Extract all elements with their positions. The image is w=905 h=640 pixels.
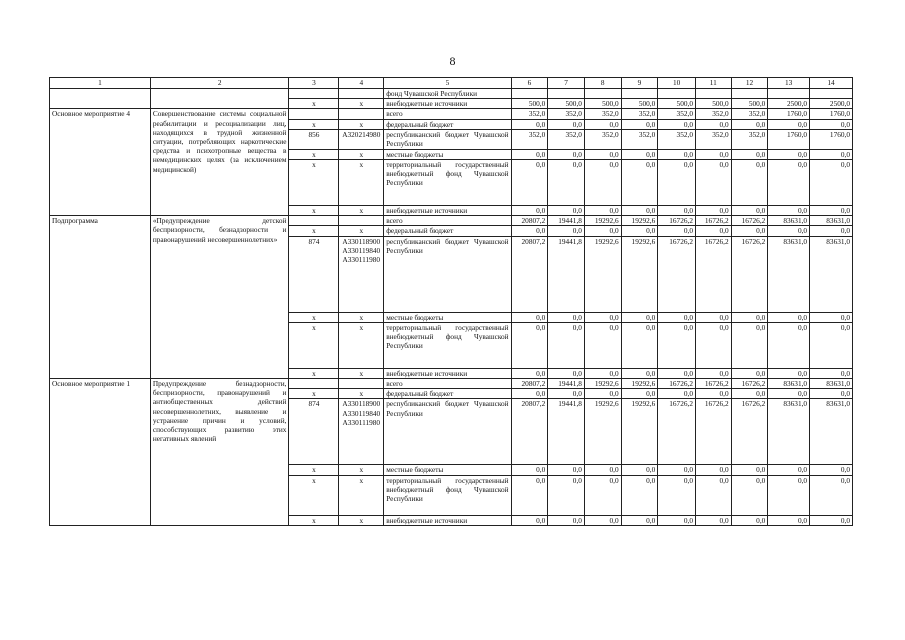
value-cell: 16726,2 xyxy=(658,236,696,312)
value-cell: 0,0 xyxy=(695,389,731,399)
value-cell: 0,0 xyxy=(548,389,585,399)
value-cell: 0,0 xyxy=(548,160,585,206)
value-cell: 83631,0 xyxy=(810,216,853,226)
funding-source-cell: местные бюджеты xyxy=(384,465,511,475)
funding-source-cell: федеральный бюджет xyxy=(384,226,511,236)
value-cell: 0,0 xyxy=(695,312,731,322)
value-cell: 0,0 xyxy=(511,389,548,399)
value-cell: 0,0 xyxy=(695,160,731,206)
value-cell: 0,0 xyxy=(731,475,768,515)
column-header: 2 xyxy=(150,78,289,89)
funding-source-cell: территориальный государственный внебюджетный фонд Чувашской Республики xyxy=(384,160,511,206)
value-cell: 0,0 xyxy=(621,206,658,216)
value-cell: 0,0 xyxy=(658,226,696,236)
value-cell: 20807,2 xyxy=(511,399,548,465)
funding-source-cell: всего xyxy=(384,109,511,119)
value-cell xyxy=(584,89,621,99)
value-cell: 2500,0 xyxy=(768,99,810,109)
gr-code-cell xyxy=(289,379,339,389)
gr-code-cell: x xyxy=(289,322,339,368)
gr-code-cell: 874 xyxy=(289,399,339,465)
value-cell: 0,0 xyxy=(658,368,696,378)
csr-code-cell: x xyxy=(339,149,384,159)
column-header-row xyxy=(50,78,853,89)
value-cell: 0,0 xyxy=(768,465,810,475)
value-cell: 19292,6 xyxy=(621,379,658,389)
value-cell xyxy=(768,89,810,99)
funding-source-cell: территориальный государственный внебюджетный фонд Чувашской Республики xyxy=(384,322,511,368)
gr-code-cell: x xyxy=(289,389,339,399)
value-cell: 0,0 xyxy=(731,312,768,322)
value-cell: 19292,6 xyxy=(584,216,621,226)
value-cell: 0,0 xyxy=(658,475,696,515)
gr-code-cell: x xyxy=(289,160,339,206)
value-cell: 19441,8 xyxy=(548,236,585,312)
csr-code-cell xyxy=(339,216,384,226)
value-cell: 0,0 xyxy=(658,312,696,322)
value-cell: 0,0 xyxy=(768,206,810,216)
value-cell: 16726,2 xyxy=(658,399,696,465)
value-cell: 0,0 xyxy=(621,160,658,206)
value-cell: 352,0 xyxy=(511,129,548,149)
value-cell: 352,0 xyxy=(658,109,696,119)
value-cell: 16726,2 xyxy=(658,216,696,226)
value-cell: 352,0 xyxy=(731,109,768,119)
value-cell: 0,0 xyxy=(511,119,548,129)
value-cell: 0,0 xyxy=(768,389,810,399)
table-row xyxy=(50,109,853,119)
value-cell: 0,0 xyxy=(511,368,548,378)
value-cell: 0,0 xyxy=(695,368,731,378)
column-header: 1 xyxy=(50,78,151,89)
value-cell: 500,0 xyxy=(621,99,658,109)
value-cell: 0,0 xyxy=(548,475,585,515)
value-cell: 0,0 xyxy=(584,475,621,515)
value-cell: 0,0 xyxy=(658,160,696,206)
value-cell: 0,0 xyxy=(511,515,548,525)
value-cell xyxy=(548,89,585,99)
value-cell: 20807,2 xyxy=(511,379,548,389)
value-cell: 0,0 xyxy=(658,465,696,475)
table-row xyxy=(50,89,853,99)
value-cell: 0,0 xyxy=(810,322,853,368)
value-cell: 0,0 xyxy=(731,149,768,159)
value-cell: 0,0 xyxy=(584,160,621,206)
value-cell: 0,0 xyxy=(621,368,658,378)
value-cell: 0,0 xyxy=(810,149,853,159)
value-cell: 19292,6 xyxy=(584,236,621,312)
gr-code-cell: 874 xyxy=(289,236,339,312)
value-cell: 500,0 xyxy=(511,99,548,109)
value-cell: 19292,6 xyxy=(621,399,658,465)
value-cell: 0,0 xyxy=(621,475,658,515)
funding-source-cell: республиканский бюджет Чувашской Республики xyxy=(384,399,511,465)
value-cell: 500,0 xyxy=(658,99,696,109)
value-cell: 0,0 xyxy=(658,389,696,399)
value-cell: 0,0 xyxy=(584,368,621,378)
value-cell: 0,0 xyxy=(511,149,548,159)
value-cell: 0,0 xyxy=(658,119,696,129)
value-cell: 0,0 xyxy=(810,226,853,236)
value-cell: 0,0 xyxy=(768,515,810,525)
column-header: 5 xyxy=(384,78,511,89)
value-cell: 0,0 xyxy=(621,515,658,525)
value-cell: 16726,2 xyxy=(695,399,731,465)
value-cell: 0,0 xyxy=(584,312,621,322)
value-cell: 0,0 xyxy=(695,119,731,129)
csr-code-cell: x xyxy=(339,515,384,525)
table-row xyxy=(50,379,853,389)
value-cell: 0,0 xyxy=(548,119,585,129)
value-cell: 352,0 xyxy=(695,129,731,149)
event-description-cell: «Предупреждение детской беспризорности, безнадзорности и правонарушений несовершеннолетних» xyxy=(150,216,289,379)
value-cell: 0,0 xyxy=(695,465,731,475)
value-cell xyxy=(810,89,853,99)
csr-code-cell: А320214980 xyxy=(339,129,384,149)
value-cell: 0,0 xyxy=(548,465,585,475)
gr-code-cell: x xyxy=(289,515,339,525)
value-cell: 83631,0 xyxy=(810,236,853,312)
value-cell: 352,0 xyxy=(584,109,621,119)
value-cell: 0,0 xyxy=(548,206,585,216)
value-cell xyxy=(658,89,696,99)
value-cell: 0,0 xyxy=(731,515,768,525)
value-cell: 83631,0 xyxy=(768,399,810,465)
value-cell: 0,0 xyxy=(584,389,621,399)
funding-source-cell: федеральный бюджет xyxy=(384,119,511,129)
gr-code-cell: x xyxy=(289,149,339,159)
value-cell: 16726,2 xyxy=(695,379,731,389)
value-cell: 500,0 xyxy=(695,99,731,109)
value-cell: 0,0 xyxy=(810,389,853,399)
csr-code-cell: x xyxy=(339,312,384,322)
funding-source-cell: всего xyxy=(384,379,511,389)
value-cell: 0,0 xyxy=(658,515,696,525)
value-cell: 0,0 xyxy=(731,206,768,216)
value-cell: 0,0 xyxy=(658,322,696,368)
csr-code-cell: x xyxy=(339,368,384,378)
csr-code-cell: А330118900 А330119840 А330111980 xyxy=(339,236,384,312)
continuation-name-cell xyxy=(50,89,151,109)
funding-source-cell: внебюджетные источники xyxy=(384,99,511,109)
value-cell: 19441,8 xyxy=(548,379,585,389)
value-cell: 1760,0 xyxy=(768,129,810,149)
value-cell: 0,0 xyxy=(810,312,853,322)
value-cell: 0,0 xyxy=(511,475,548,515)
value-cell: 1760,0 xyxy=(810,109,853,119)
csr-code-cell: x xyxy=(339,160,384,206)
table-row xyxy=(50,216,853,226)
value-cell: 0,0 xyxy=(731,389,768,399)
value-cell: 0,0 xyxy=(548,312,585,322)
funding-source-cell: федеральный бюджет xyxy=(384,389,511,399)
value-cell: 83631,0 xyxy=(768,379,810,389)
value-cell: 19292,6 xyxy=(621,216,658,226)
value-cell: 0,0 xyxy=(621,119,658,129)
value-cell: 0,0 xyxy=(768,475,810,515)
funding-source-cell: всего xyxy=(384,216,511,226)
value-cell: 0,0 xyxy=(658,206,696,216)
value-cell: 0,0 xyxy=(548,322,585,368)
value-cell: 0,0 xyxy=(584,149,621,159)
value-cell: 352,0 xyxy=(548,109,585,119)
value-cell: 0,0 xyxy=(695,322,731,368)
value-cell: 0,0 xyxy=(584,226,621,236)
gr-code-cell xyxy=(289,109,339,119)
value-cell: 0,0 xyxy=(695,226,731,236)
value-cell: 16726,2 xyxy=(731,216,768,226)
value-cell: 2500,0 xyxy=(810,99,853,109)
event-name-cell: Основное мероприятие 1 xyxy=(50,379,151,526)
budget-table xyxy=(49,77,853,526)
value-cell: 0,0 xyxy=(731,119,768,129)
value-cell: 16726,2 xyxy=(658,379,696,389)
value-cell: 0,0 xyxy=(810,475,853,515)
gr-code-cell xyxy=(289,89,339,99)
value-cell: 83631,0 xyxy=(768,236,810,312)
value-cell: 500,0 xyxy=(548,99,585,109)
csr-code-cell: А330118900 А330119840 А330111980 xyxy=(339,399,384,465)
value-cell: 0,0 xyxy=(768,322,810,368)
csr-code-cell: x xyxy=(339,389,384,399)
value-cell: 0,0 xyxy=(584,515,621,525)
value-cell: 83631,0 xyxy=(810,379,853,389)
column-header: 9 xyxy=(621,78,658,89)
value-cell: 16726,2 xyxy=(731,379,768,389)
csr-code-cell xyxy=(339,89,384,99)
value-cell: 1760,0 xyxy=(810,129,853,149)
value-cell: 0,0 xyxy=(584,119,621,129)
value-cell: 83631,0 xyxy=(768,216,810,226)
value-cell: 352,0 xyxy=(658,129,696,149)
value-cell: 0,0 xyxy=(810,160,853,206)
event-description-cell: Предупреждение безнадзорности, беспризорности, правонарушений и антиобщественных действий несовершеннолетних, выявление и устранение причин и условий, способствующих развитию этих негативных явлений xyxy=(150,379,289,526)
value-cell: 0,0 xyxy=(810,206,853,216)
table-body xyxy=(50,89,853,526)
csr-code-cell: x xyxy=(339,475,384,515)
value-cell: 0,0 xyxy=(511,465,548,475)
value-cell: 0,0 xyxy=(621,465,658,475)
value-cell: 0,0 xyxy=(810,465,853,475)
value-cell: 16726,2 xyxy=(695,216,731,226)
value-cell: 0,0 xyxy=(621,322,658,368)
value-cell: 0,0 xyxy=(511,226,548,236)
column-header: 4 xyxy=(339,78,384,89)
value-cell: 19292,6 xyxy=(621,236,658,312)
value-cell: 19441,8 xyxy=(548,216,585,226)
value-cell: 500,0 xyxy=(584,99,621,109)
value-cell xyxy=(511,89,548,99)
gr-code-cell: x xyxy=(289,312,339,322)
value-cell: 0,0 xyxy=(768,149,810,159)
column-header: 12 xyxy=(731,78,768,89)
value-cell: 0,0 xyxy=(768,226,810,236)
event-name-cell: Подпрограмма xyxy=(50,216,151,379)
value-cell: 352,0 xyxy=(621,109,658,119)
value-cell: 0,0 xyxy=(621,149,658,159)
column-header: 3 xyxy=(289,78,339,89)
value-cell: 0,0 xyxy=(511,322,548,368)
value-cell: 0,0 xyxy=(584,322,621,368)
gr-code-cell: x xyxy=(289,465,339,475)
value-cell: 0,0 xyxy=(768,119,810,129)
value-cell: 20807,2 xyxy=(511,236,548,312)
gr-code-cell: x xyxy=(289,99,339,109)
event-name-cell: Основное мероприятие 4 xyxy=(50,109,151,216)
funding-source-cell: республиканский бюджет Чувашской Республики xyxy=(384,236,511,312)
value-cell: 0,0 xyxy=(768,368,810,378)
funding-source-cell: внебюджетные источники xyxy=(384,206,511,216)
value-cell: 352,0 xyxy=(511,109,548,119)
value-cell: 0,0 xyxy=(695,206,731,216)
value-cell: 19441,8 xyxy=(548,399,585,465)
column-header: 8 xyxy=(584,78,621,89)
value-cell: 0,0 xyxy=(548,226,585,236)
event-description-cell: Совершенствование системы социальной реабилитации и ресоциализации лиц, находящихся в трудной жизненной ситуации, потребляющих наркотические средства и психотропные вещества в немедицинских целях (за исключением медицинской) xyxy=(150,109,289,216)
gr-code-cell: 856 xyxy=(289,129,339,149)
value-cell: 0,0 xyxy=(511,160,548,206)
value-cell: 0,0 xyxy=(810,515,853,525)
continuation-description-cell xyxy=(150,89,289,109)
csr-code-cell: x xyxy=(339,99,384,109)
funding-source-cell: местные бюджеты xyxy=(384,149,511,159)
value-cell: 19292,6 xyxy=(584,379,621,389)
value-cell: 352,0 xyxy=(621,129,658,149)
gr-code-cell: x xyxy=(289,368,339,378)
value-cell: 0,0 xyxy=(768,160,810,206)
value-cell: 352,0 xyxy=(584,129,621,149)
column-header: 7 xyxy=(548,78,585,89)
column-header: 11 xyxy=(695,78,731,89)
value-cell xyxy=(731,89,768,99)
csr-code-cell: x xyxy=(339,322,384,368)
value-cell: 0,0 xyxy=(810,368,853,378)
value-cell: 0,0 xyxy=(584,465,621,475)
value-cell: 0,0 xyxy=(731,368,768,378)
gr-code-cell xyxy=(289,216,339,226)
value-cell: 0,0 xyxy=(584,206,621,216)
csr-code-cell xyxy=(339,109,384,119)
value-cell: 0,0 xyxy=(695,149,731,159)
column-header: 6 xyxy=(511,78,548,89)
value-cell: 83631,0 xyxy=(810,399,853,465)
value-cell: 0,0 xyxy=(621,389,658,399)
column-header: 10 xyxy=(658,78,696,89)
value-cell: 0,0 xyxy=(548,368,585,378)
csr-code-cell xyxy=(339,379,384,389)
value-cell: 352,0 xyxy=(548,129,585,149)
csr-code-cell: x xyxy=(339,119,384,129)
value-cell: 0,0 xyxy=(511,312,548,322)
column-header: 13 xyxy=(768,78,810,89)
value-cell: 16726,2 xyxy=(695,236,731,312)
value-cell: 0,0 xyxy=(621,312,658,322)
value-cell: 0,0 xyxy=(731,226,768,236)
column-header: 14 xyxy=(810,78,853,89)
funding-source-cell: фонд Чувашской Республики xyxy=(384,89,511,99)
funding-source-cell: территориальный государственный внебюджетный фонд Чувашской Республики xyxy=(384,475,511,515)
value-cell: 0,0 xyxy=(695,515,731,525)
page-number: 8 xyxy=(449,54,456,68)
gr-code-cell: x xyxy=(289,226,339,236)
csr-code-cell: x xyxy=(339,465,384,475)
funding-source-cell: внебюджетные источники xyxy=(384,368,511,378)
value-cell: 0,0 xyxy=(731,322,768,368)
value-cell: 0,0 xyxy=(658,149,696,159)
value-cell xyxy=(621,89,658,99)
value-cell: 20807,2 xyxy=(511,216,548,226)
value-cell: 0,0 xyxy=(731,465,768,475)
gr-code-cell: x xyxy=(289,475,339,515)
value-cell: 0,0 xyxy=(731,160,768,206)
value-cell: 0,0 xyxy=(695,475,731,515)
value-cell: 0,0 xyxy=(621,226,658,236)
value-cell: 352,0 xyxy=(695,109,731,119)
csr-code-cell: x xyxy=(339,226,384,236)
value-cell: 19292,6 xyxy=(584,399,621,465)
funding-source-cell: республиканский бюджет Чувашской Республики xyxy=(384,129,511,149)
value-cell: 0,0 xyxy=(768,312,810,322)
value-cell: 0,0 xyxy=(511,206,548,216)
funding-source-cell: местные бюджеты xyxy=(384,312,511,322)
value-cell: 500,0 xyxy=(731,99,768,109)
value-cell: 16726,2 xyxy=(731,236,768,312)
gr-code-cell: x xyxy=(289,119,339,129)
value-cell: 0,0 xyxy=(810,119,853,129)
value-cell: 16726,2 xyxy=(731,399,768,465)
value-cell: 1760,0 xyxy=(768,109,810,119)
csr-code-cell: x xyxy=(339,206,384,216)
value-cell: 0,0 xyxy=(548,515,585,525)
funding-source-cell: внебюджетные источники xyxy=(384,515,511,525)
value-cell xyxy=(695,89,731,99)
value-cell: 352,0 xyxy=(731,129,768,149)
gr-code-cell: x xyxy=(289,206,339,216)
value-cell: 0,0 xyxy=(548,149,585,159)
